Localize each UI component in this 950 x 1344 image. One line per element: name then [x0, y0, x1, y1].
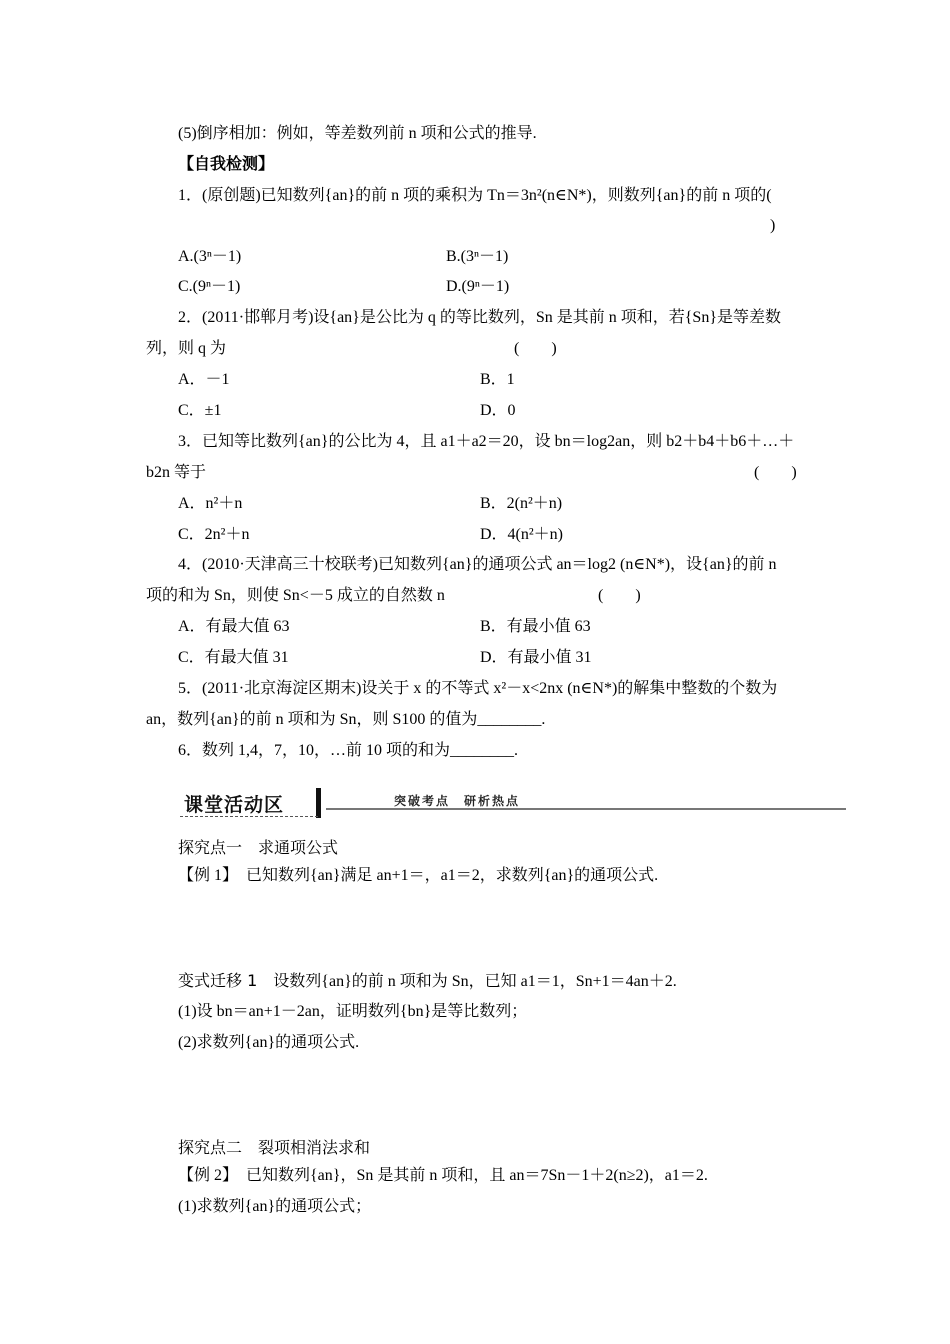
q2-stem: 2．(2011·邯郸月考)设{an}是公比为 q 的等比数列，Sn 是其前 n 项和，若{Sn}是等差数: [178, 309, 782, 326]
q2-option-d: D．0: [480, 402, 516, 419]
q2-option-b: B．1: [480, 371, 515, 388]
q1-option-a: A.(3ⁿ－1): [178, 248, 242, 265]
q3-stem: 3．已知等比数列{an}的公比为 4，且 a1＋a2＝20，设 bn＝log2an，则 b2＋b4＋b6＋…＋: [178, 433, 795, 450]
q4-stem: 4．(2010·天津高三十校联考)已知数列{an}的通项公式 an＝log2 (n∈N*)，设{an}的前 n: [178, 556, 777, 573]
q2-paren: ( ): [514, 340, 557, 357]
q3-option-c: C．2n²＋n: [178, 526, 250, 543]
q3-option-a: A．n²＋n: [178, 495, 243, 512]
point2-heading: 探究点二 裂项相消法求和: [178, 1138, 371, 1157]
example1-text: 【例 1】 已知数列{an}满足 an+1＝，a1＝2，求数列{an}的通项公式.: [178, 867, 659, 884]
variant1-part1: (1)设 bn＝an+1－2an，证明数列{bn}是等比数列；: [178, 1003, 528, 1020]
q2-option-c: C．±1: [178, 402, 222, 419]
q3-option-d: D．4(n²＋n): [480, 526, 564, 543]
q3-option-b: B．2(n²＋n): [480, 495, 563, 512]
q6-stem: 6．数列 1,4，7，10，…前 10 项的和为________.: [178, 742, 519, 759]
example2-part1: (1)求数列{an}的通项公式；: [178, 1198, 372, 1215]
q1-stem: 1．(原创题)已知数列{an}的前 n 项的乘积为 Tn＝3n²(n∈N*)，则数列{an}的前 n 项的(: [178, 187, 772, 204]
q5-stem: 5．(2011·北京海淀区期末)设关于 x 的不等式 x²－x<2nx (n∈N*)的解集中整数的个数为: [178, 680, 778, 697]
banner-divider-bar: [316, 788, 321, 818]
banner-title: 课堂活动区: [184, 794, 285, 816]
method-5-text: (5)倒序相加：例如，等差数列前 n 项和公式的推导.: [178, 125, 537, 142]
variant1-line: [178, 971, 677, 992]
q1-option-c: C.(9ⁿ－1): [178, 278, 241, 295]
banner-dashed-underline: [180, 816, 318, 817]
variant1-part2: (2)求数列{an}的通项公式.: [178, 1034, 360, 1051]
q2-stem-cont: 列，则 q 为: [146, 340, 227, 357]
banner-subtitle: 突破考点 研析热点: [394, 794, 521, 808]
q4-stem-cont: 项的和为 Sn，则使 Sn<－5 成立的自然数 n: [146, 587, 445, 604]
q4-option-c: C．有最大值 31: [178, 649, 289, 666]
q4-option-b: B．有最小值 63: [480, 618, 591, 635]
q3-paren: ( ): [754, 464, 797, 481]
q2-option-a: A．－1: [178, 371, 230, 388]
q1-paren: ): [770, 217, 776, 234]
section-banner: [176, 786, 848, 822]
q4-paren: ( ): [598, 587, 641, 604]
q1-option-b: B.(3ⁿ－1): [446, 248, 509, 265]
q4-option-a: A．有最大值 63: [178, 618, 290, 635]
variant1-title: 变式迁移 1: [178, 971, 258, 990]
q5-stem-cont: an，数列{an}的前 n 项和为 Sn，则 S100 的值为________.: [146, 711, 546, 728]
q3-stem-cont: b2n 等于: [146, 464, 207, 481]
variant1-text: 设数列{an}的前 n 项和为 Sn，已知 a1＝1，Sn+1＝4an＋2.: [273, 973, 677, 990]
self-check-heading: 【自我检测】: [178, 156, 275, 173]
q1-option-d: D.(9ⁿ－1): [446, 278, 510, 295]
example2-text: 【例 2】 已知数列{an}，Sn 是其前 n 项和，且 an＝7Sn－1＋2(n≥2)，a1＝2.: [178, 1167, 708, 1184]
q4-option-d: D．有最小值 31: [480, 649, 592, 666]
point1-heading: 探究点一 求通项公式: [178, 838, 339, 857]
